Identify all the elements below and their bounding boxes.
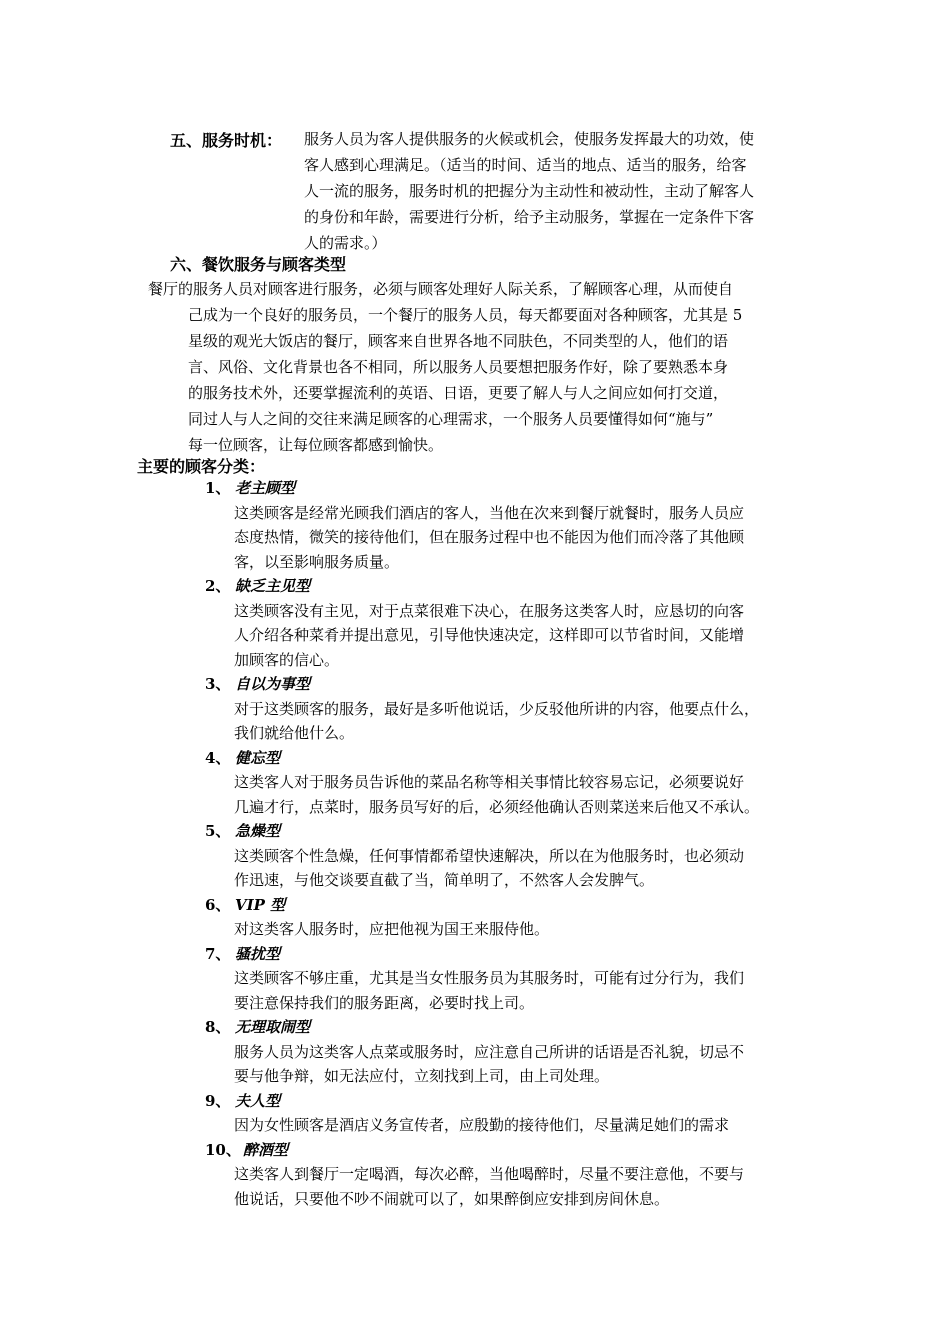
list-item [205,819,825,893]
types-heading: 主要的顾客分类： [137,457,266,476]
item-title: 急燥型 [235,822,281,840]
list-item [205,1015,825,1089]
section5-line: 客人感到心理满足。（适当的时间、适当的地点、适当的服务，给客 [304,156,747,174]
section6-line: 己成为一个良好的服务员，一个餐厅的服务人员，每天都要面对各种顾客，尤其是 5 [188,306,743,324]
section6-line: 星级的观光大饭店的餐厅，顾客来自世界各地不同肤色，不同类型的人，他们的语 [188,332,729,350]
list-item [205,746,825,820]
item-line: 对这类客人服务时，应把他视为国王来服侍他。 [234,920,550,938]
item-line: 他说话，只要他不吵不闹就可以了，如果醉倒应安排到房间休息。 [234,1189,670,1208]
item-title: 老主顾型 [235,479,296,497]
section5-line: 人一流的服务，服务时机的把握分为主动性和被动性，主动了解客人 [304,182,755,200]
types-list [205,476,825,1211]
item-number: 2、 [205,577,231,595]
item-title: 无理取闹型 [235,1018,311,1036]
item-line: 人介绍各种菜肴并提出意见，引导他快速决定，这样即可以节省时间，又能增 [234,626,745,644]
item-number: 6、 [205,895,231,914]
item-line: 这类顾客不够庄重，尤其是当女性服务员为其服务时，可能有过分行为，我们 [234,969,745,987]
item-line: 要注意保持我们的服务距离，必要时找上司。 [234,993,535,1012]
item-number: 9、 [205,1091,231,1110]
item-number: 10、 [205,1140,241,1159]
section6-body [148,276,828,458]
section5-line: 的身份和年龄，需要进行分析，给予主动服务，掌握在一定条件下客 [304,208,755,226]
item-line: 这类顾客没有主见，对于点菜很难下决心，在服务这类客人时，应恳切的向客 [234,601,745,620]
item-title: 健忘型 [235,748,281,767]
list-item [205,1089,825,1138]
item-title: 夫人型 [235,1091,281,1110]
item-number: 1、 [205,479,231,497]
list-item [205,476,825,574]
item-line: 客，以至影响服务质量。 [234,552,400,571]
item-line: 我们就给他什么。 [234,724,355,742]
list-item [205,893,825,942]
item-title: 自以为事型 [235,675,311,693]
section6-line: 同过人与人之间的交往来满足顾客的心理需求，一个服务人员要懂得如何“施与” [188,410,714,428]
section6-line: 餐厅的服务人员对顾客进行服务，必须与顾客处理好人际关系，了解顾客心理，从而使自 [148,280,734,298]
item-number: 8、 [205,1018,231,1036]
item-line: 这类顾客是经常光顾我们酒店的客人，当他在次来到餐厅就餐时，服务人员应 [234,503,745,522]
section6-heading: 六、餐饮服务与顾客类型 [170,255,347,274]
list-item [205,672,825,746]
item-title: 缺乏主见型 [235,577,311,595]
list-item [205,574,825,672]
item-line: 服务人员为这类客人点菜或服务时，应注意自己所讲的话语是否礼貌，切忌不 [234,1042,745,1061]
section5-line: 服务人员为客人提供服务的火候或机会，使服务发挥最大的功效，使 [304,130,755,148]
item-line: 态度热情，微笑的接待他们，但在服务过程中也不能因为他们而冷落了其他顾 [234,528,745,546]
item-number: 4、 [205,748,231,767]
item-line: 这类客人到餐厅一定喝酒，每次必醉，当他喝醉时，尽量不要注意他，不要与 [234,1165,745,1183]
item-line: 对于这类顾客的服务，最好是多听他说话，少反驳他所讲的内容，他要点什么， [234,699,760,718]
item-line: 加顾客的信心。 [234,650,340,669]
item-line: 要与他争辩，如无法应付，立刻找到上司，由上司处理。 [234,1067,610,1085]
item-number: 5、 [205,822,231,840]
item-line: 这类客人对于服务员告诉他的菜品名称等相关事情比较容易忘记，必须要说好 [234,773,745,791]
list-item [205,1138,825,1212]
item-line: 几遍才行，点菜时，服务员写好的后，必须经他确认否则菜送来后他又不承认。 [234,797,760,816]
section5-heading: 五、服务时机： [170,131,283,150]
section6-line: 每一位顾客，让每位顾客都感到愉快。 [188,436,444,454]
list-item [205,942,825,1016]
section6-line: 言、风俗、文化背景也各不相同，所以服务人员要想把服务作好，除了要熟悉本身 [188,358,729,376]
item-line: 这类顾客个性急燥，任何事情都希望快速解决，所以在为他服务时，也必须动 [234,846,745,865]
item-number: 3、 [205,675,231,693]
item-title: VIP 型 [235,895,286,914]
item-line: 因为女性顾客是酒店义务宣传者，应殷勤的接待他们，尽量满足她们的需求 [234,1116,730,1134]
section6-line: 的服务技术外，还要掌握流利的英语、日语，更要了解人与人之间应如何打交道， [188,384,729,402]
item-number: 7、 [205,944,231,963]
item-line: 作迅速，与他交谈要直截了当，简单明了，不然客人会发脾气。 [234,871,655,889]
section5-body [304,126,824,256]
item-title: 骚扰型 [235,944,281,963]
section5-line: 人的需求。） [304,234,387,252]
item-title: 醉酒型 [243,1140,289,1159]
